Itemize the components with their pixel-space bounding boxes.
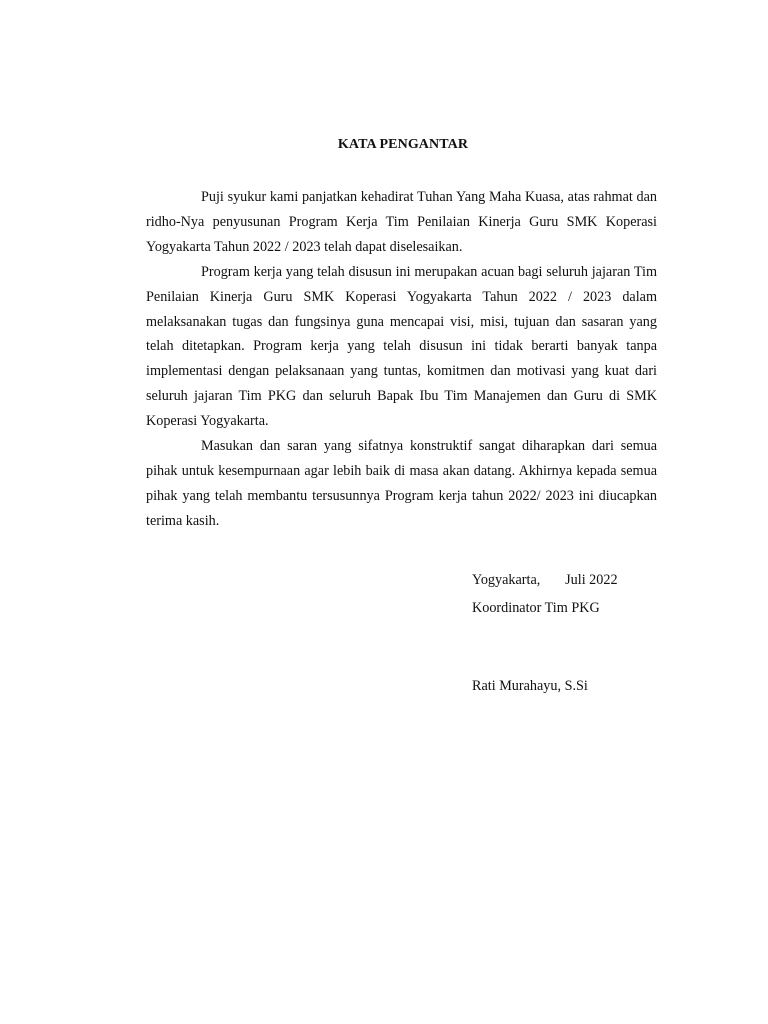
paragraph-closing: Masukan dan saran yang sifatnya konstruktif sangat diharapkan dari semua pihak untuk kesempurnaan agar lebih baik di masa akan datang. Akhirnya kepada semua pihak yang telah membantu tersusunnya Program kerja tahun 2022/ 2023 ini diucapkan terima kasih. — [146, 438, 657, 529]
page-title: KATA PENGANTAR — [337, 137, 469, 152]
paragraph-program: Program kerja yang telah disusun ini merupakan acuan bagi seluruh jajaran Tim Penilaian Kinerja Guru SMK Koperasi Yogyakarta Tahun 2022 / 2023 dalam melaksanakan tugas dan fungsinya guna mencapai visi, misi, tujuan dan sasaran yang telah ditetapkan. Program kerja yang telah disusun ini tidak berarti banyak tanpa implementasi dengan pelaksanaan yang tuntas, komitmen dan motivasi yang kuat dari seluruh jajaran Tim PKG dan seluruh Bapak Ibu Tim Manajemen dan Guru di SMK Koperasi Yogyakarta. — [146, 263, 657, 430]
paragraph-intro: Puji syukur kami panjatkan kehadirat Tuhan Yang Maha Kuasa, atas rahmat dan ridho-Nya penyusunan Program Kerja Tim Penilaian Kinerja Guru SMK Koperasi Yogyakarta Tahun 2022 / 2023 telah dapat diselesaikan. — [146, 189, 657, 255]
signature-block — [472, 566, 618, 622]
signature-role: Koordinator Tim PKG — [472, 600, 600, 616]
signature-name: Rati Murahayu, S.Si — [472, 678, 588, 694]
signature-place-date: Yogyakarta, Juli 2022 — [472, 572, 618, 588]
document-body — [146, 185, 657, 534]
